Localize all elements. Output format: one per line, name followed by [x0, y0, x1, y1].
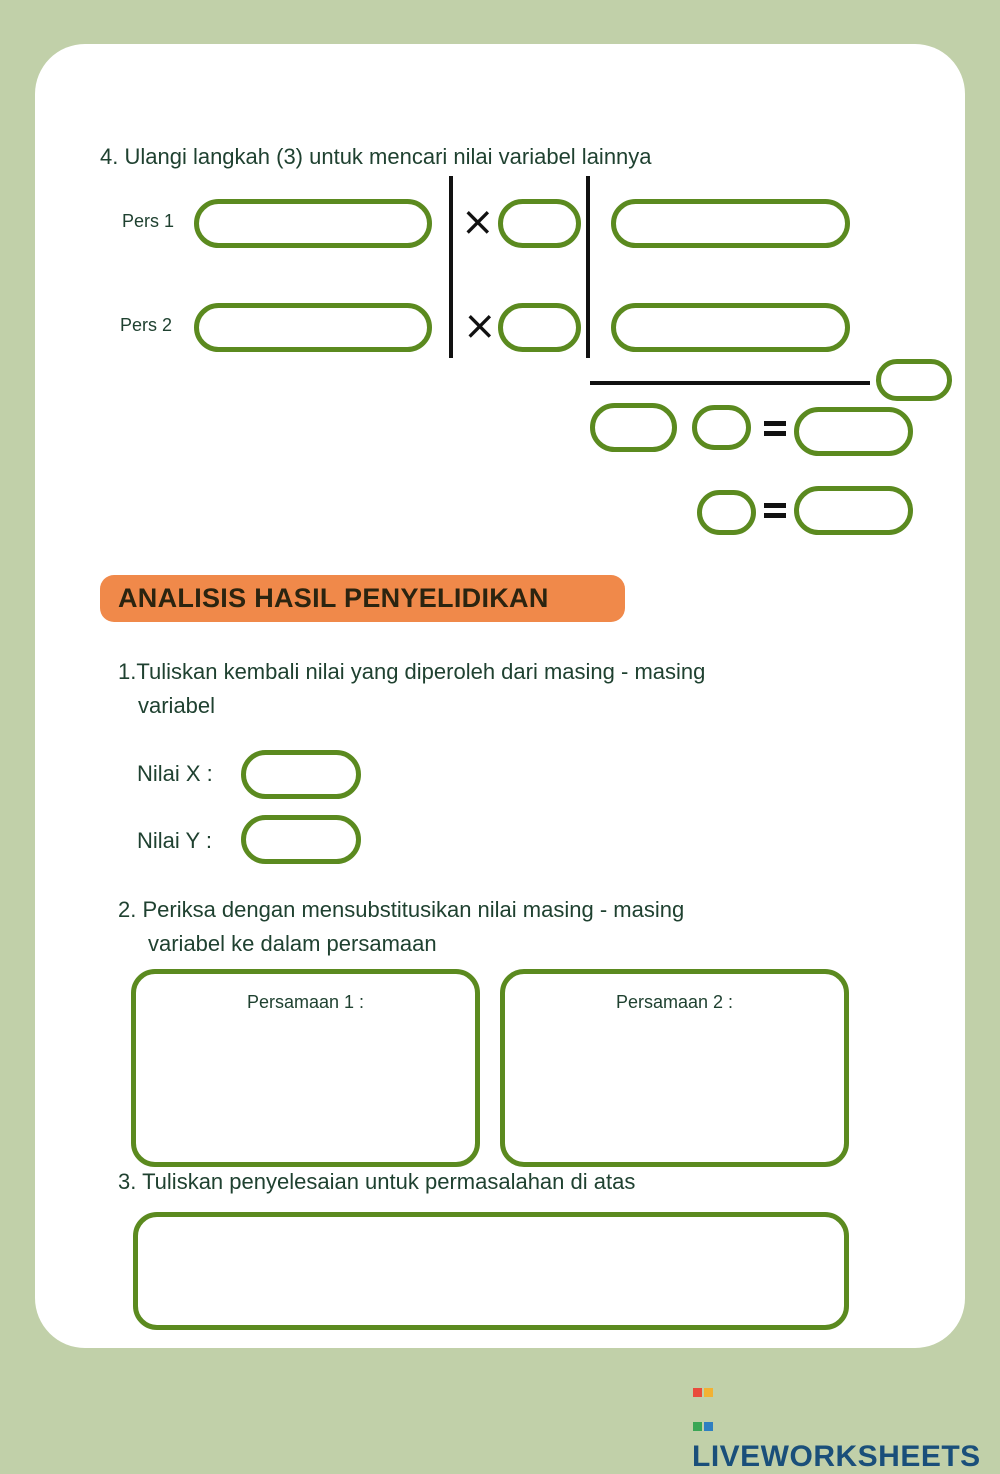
- pers2-multiplier-input[interactable]: [498, 303, 581, 352]
- nilai-x-label: Nilai X :: [137, 761, 213, 786]
- coefficient-input[interactable]: [590, 403, 677, 452]
- pers2-label: Pers 2: [120, 315, 173, 335]
- conclusion-answer-box[interactable]: [133, 1212, 849, 1330]
- nilai-x-input[interactable]: [241, 750, 361, 799]
- pers1-equation-input[interactable]: [194, 199, 432, 248]
- brand-text: LIVEWORKSHEETS: [692, 1440, 981, 1473]
- multiply-icon: ×: [461, 199, 495, 245]
- persamaan-1-label: Persamaan 1 :: [246, 992, 365, 1012]
- liveworksheets-brand: [692, 1372, 1000, 1474]
- subtraction-line: [590, 381, 870, 385]
- question-3-text: 3. Tuliskan penyelesaian untuk permasalahan di atas: [118, 1169, 636, 1194]
- nilai-y-input[interactable]: [241, 815, 361, 864]
- pers1-label: Pers 1: [122, 211, 175, 231]
- pers1-multiplier-input[interactable]: [498, 199, 581, 248]
- question-1-text: 1.Tuliskan kembali nilai yang diperoleh dari masing - masing: [118, 659, 706, 684]
- difference-result-input[interactable]: [794, 407, 913, 456]
- variable-input[interactable]: [692, 405, 751, 450]
- pers2-equation-input[interactable]: [194, 303, 432, 352]
- final-variable-input[interactable]: [697, 490, 756, 535]
- persamaan-1-answer-box[interactable]: [131, 969, 480, 1167]
- pers2-result-input[interactable]: [611, 303, 850, 352]
- multiply-icon: ×: [463, 303, 497, 349]
- question-2-text: 2. Periksa dengan mensubstitusikan nilai masing - masing: [118, 897, 685, 922]
- question-1-text-cont: variabel: [138, 693, 216, 718]
- persamaan-2-answer-box[interactable]: [500, 969, 849, 1167]
- nilai-y-label: Nilai Y :: [137, 828, 213, 853]
- section-banner: ANALISIS HASIL PENYELIDIKAN: [100, 575, 625, 622]
- operation-sign-input[interactable]: [876, 359, 952, 401]
- step4-instruction: 4. Ulangi langkah (3) untuk mencari nilai variabel lainnya: [100, 144, 652, 169]
- question-2-text-cont: variabel ke dalam persamaan: [148, 931, 437, 956]
- pers1-result-input[interactable]: [611, 199, 850, 248]
- final-value-input[interactable]: [794, 486, 913, 535]
- right-divider: [586, 176, 590, 358]
- persamaan-2-label: Persamaan 2 :: [615, 992, 734, 1012]
- left-divider: [449, 176, 453, 358]
- liveworksheets-logo-icon: [692, 1372, 714, 1440]
